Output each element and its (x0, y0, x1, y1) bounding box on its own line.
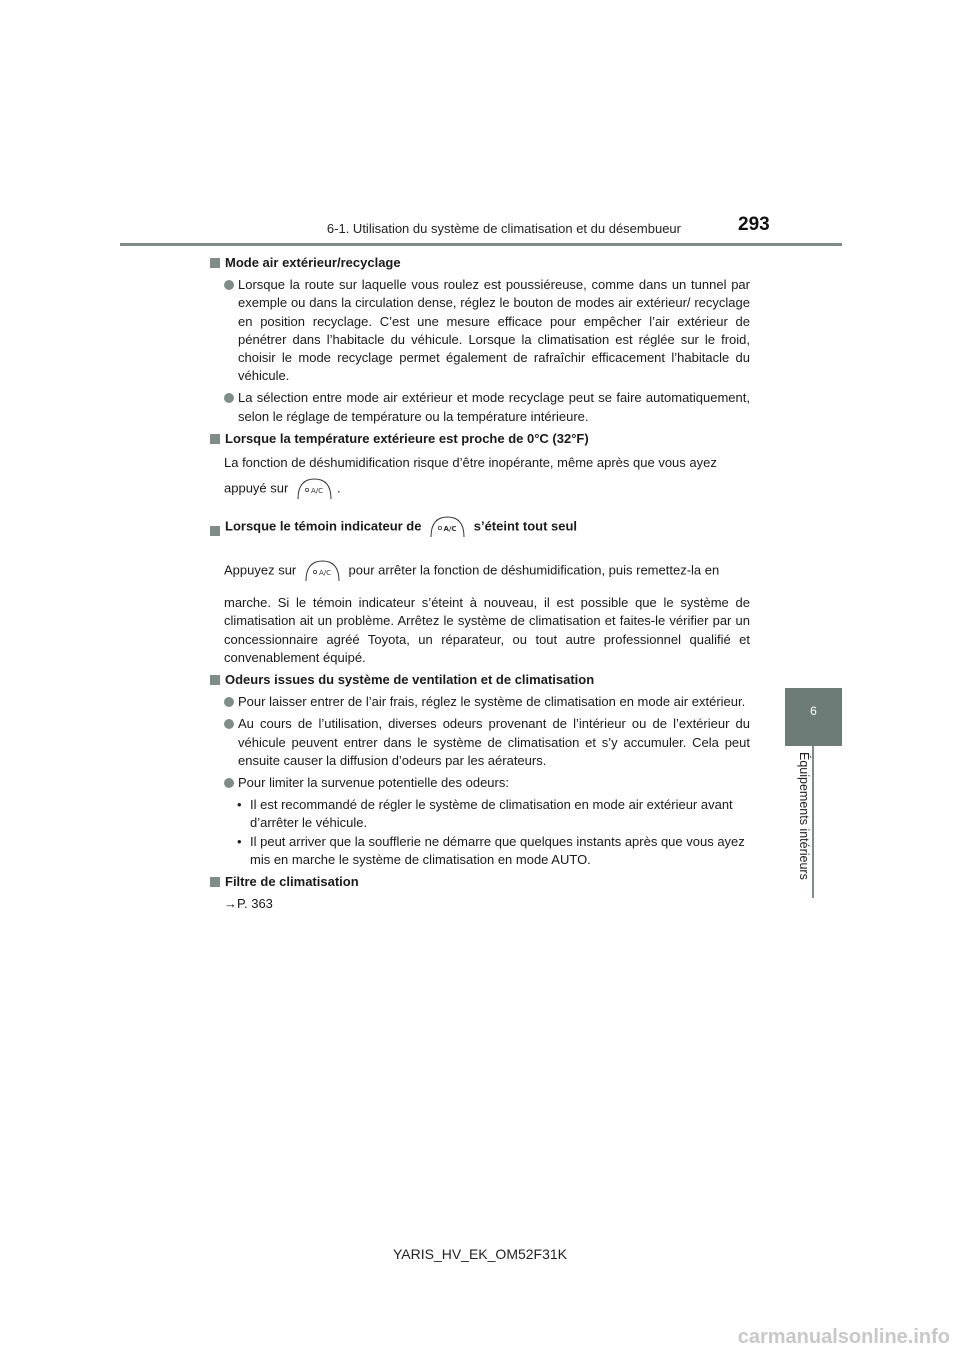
paragraph-with-button (210, 478, 750, 512)
bullet-dot-icon (224, 719, 234, 729)
square-marker-icon (210, 526, 220, 536)
paragraph-with-button (210, 560, 750, 594)
sub-item-text: Il est recommandé de régler le système de climatisation en mode air extérieur avant d’arrêter le véhicule. (250, 797, 733, 831)
paragraph: marche. Si le témoin indicateur s’éteint à nouveau, il est possible que le système de climatisation ait un problème. Arrêtez le système de climatisation et faites-le vérifier par un concessionnaire agréé Toyota, un réparateur, ou tout autre professionnel qualifié et convenablement équipé. (224, 595, 750, 665)
heading-text: Lorsque la température extérieure est proche de 0°C (32°F) (225, 430, 589, 446)
paragraph-text: . (336, 480, 341, 496)
sub-bullet-marker: • (237, 833, 242, 849)
heading-mode-air (210, 254, 750, 272)
bullet-item (210, 693, 750, 711)
bullet-item (210, 276, 750, 385)
square-marker-icon (210, 877, 220, 887)
bullet-text: Au cours de l’utilisation, diverses odeurs provenant de l’intérieur ou de l’extérieur du véhicule peuvent entrer dans le système de climatisation et s’y accumuler. Cela peut ensuite causer la diffusion d’odeurs par les aérateurs. (238, 716, 750, 768)
ac-button-icon (304, 560, 341, 582)
watermark: carmanualsonline.info (737, 1326, 950, 1348)
heading-odeurs (210, 671, 750, 689)
bullet-dot-icon (224, 778, 234, 788)
section-title: 6-1. Utilisation du système de climatisation et du désembueur (326, 221, 681, 236)
page-content (210, 254, 750, 913)
paragraph-text: pour arrêter la fonction de déshumidification, puis remettez-la en (348, 562, 720, 578)
bullet-dot-icon (224, 697, 234, 707)
heading-text: Filtre de climatisation (225, 874, 359, 890)
bullet-item (210, 774, 750, 792)
document-code: YARIS_HV_EK_OM52F31K (392, 1246, 568, 1262)
heading-temoin (210, 516, 750, 550)
heading-text: Odeurs issues du système de ventilation et de climatisation (225, 672, 595, 688)
bullet-text: La sélection entre mode air extérieur et mode recyclage peut se faire automatiquement, selon le réglage de température ou la température intérieure. (238, 390, 750, 424)
heading-text: Lorsque le témoin indicateur de (225, 518, 422, 534)
bullet-text: Pour laisser entrer de l’air frais, réglez le système de climatisation en mode air extérieur. (238, 694, 746, 710)
sub-bullet-marker: • (237, 797, 242, 813)
chapter-number: 6 (810, 704, 817, 718)
ac-button-icon (296, 478, 333, 500)
paragraph-text: appuyé sur (224, 480, 289, 496)
sub-item (210, 796, 750, 832)
square-marker-icon (210, 434, 220, 444)
ac-button-icon (429, 516, 466, 538)
sub-item-text: Il peut arriver que la soufflerie ne démarre que quelques instants après que vous ayez mis en marche le système de climatisation en mode AUTO. (250, 833, 745, 867)
heading-temp-zero (210, 430, 750, 448)
heading-filtre (210, 873, 750, 891)
header-rule (120, 243, 842, 246)
page-number: 293 (738, 214, 770, 235)
bullet-dot-icon (224, 280, 234, 290)
sub-item (210, 833, 750, 869)
bullet-item (210, 715, 750, 770)
svg-text:A/C: A/C (318, 569, 331, 578)
bullet-dot-icon (224, 393, 234, 403)
paragraph: La fonction de déshumidification risque d’être inopérante, même après que vous ayez (224, 455, 717, 471)
heading-text: Mode air extérieur/recyclage (225, 255, 401, 270)
page-reference-link[interactable]: →P. 363 (224, 896, 273, 912)
heading-text: s’éteint tout seul (473, 518, 578, 534)
svg-text:A/C: A/C (310, 487, 323, 496)
square-marker-icon (210, 675, 220, 685)
bullet-text: Lorsque la route sur laquelle vous roulez est poussiéreuse, comme dans un tunnel par exemple ou dans la circulation dense, réglez le bouton de modes air extérieur/ recyclage en position recyclage. C’est une mesure efficace pour empêcher l’air extérieur de pénétrer dans l’habitacle du véhicule. Lorsque la climatisation est réglée sur le froid, choisir le mode recyclage permet également de rafraîchir efficacement l’habitacle du véhicule. (238, 277, 750, 384)
svg-text:A/C: A/C (443, 525, 457, 534)
bullet-item (210, 389, 750, 425)
chapter-tab-rule (812, 746, 814, 898)
chapter-label: Équipements intérieurs (797, 752, 811, 880)
square-marker-icon (210, 258, 220, 268)
bullet-text: Pour limiter la survenue potentielle des odeurs: (238, 775, 509, 791)
paragraph-text: Appuyez sur (224, 562, 297, 578)
